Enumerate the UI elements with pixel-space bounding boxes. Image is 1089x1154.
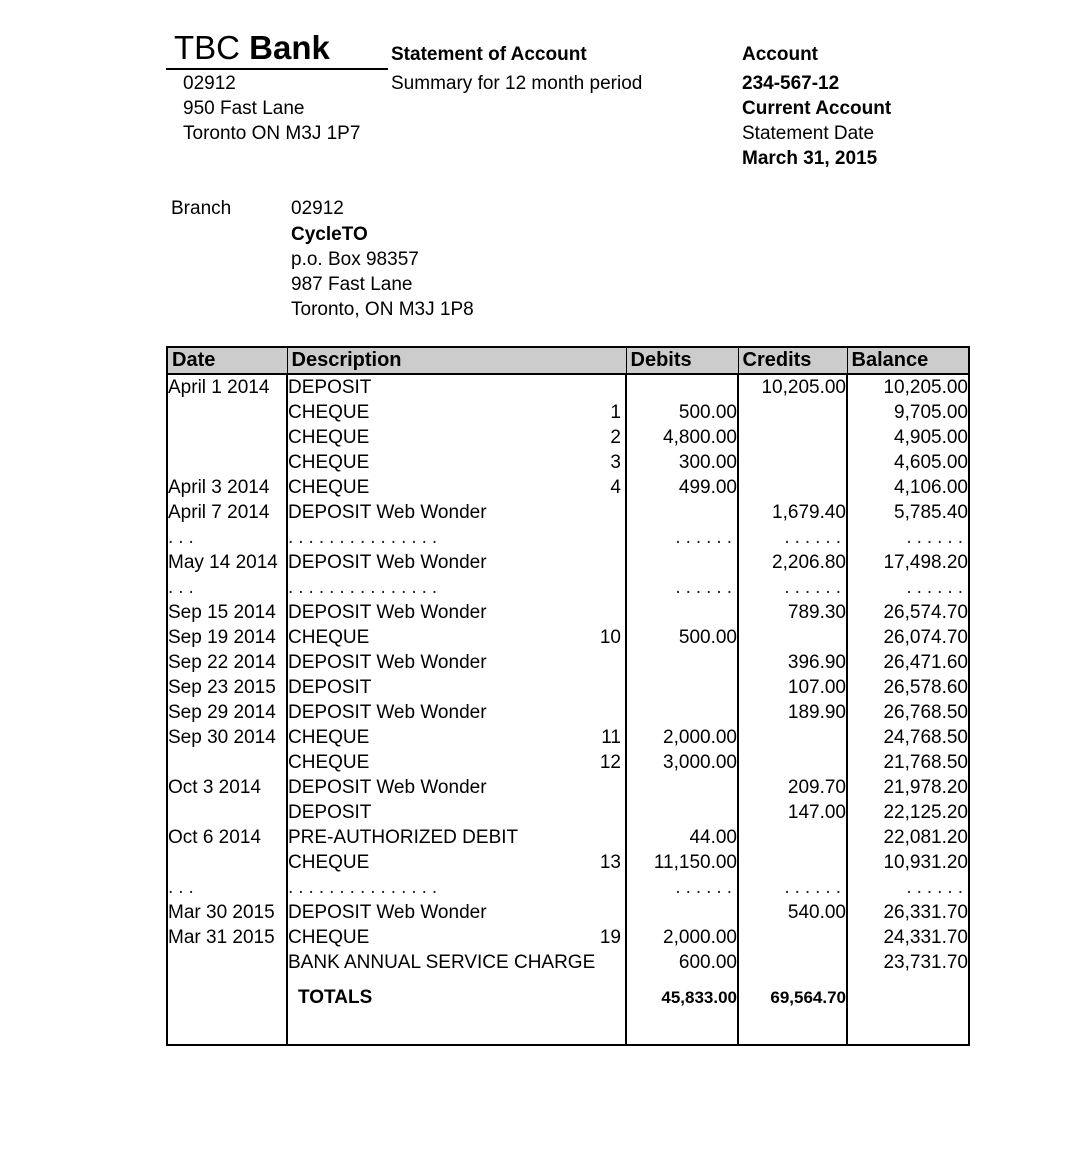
credit-cell: 147.00 [738,800,847,825]
description-cell [287,800,626,825]
branch-name: CycleTO [291,224,368,245]
description-cell [287,725,626,750]
debit-cell: 2,000.00 [626,925,738,950]
date-cell [167,950,287,975]
cheque-number: 13 [599,852,621,873]
table-row [167,950,969,975]
description-cell [287,850,626,875]
table-row [167,625,969,650]
debit-cell [626,800,738,825]
balance-cell: 9,705.00 [847,400,969,425]
total-debits: 45,833.00 [626,975,738,1019]
date-cell: April 7 2014 [167,500,287,525]
description-text: CHEQUE [288,627,370,648]
credit-cell: 789.30 [738,600,847,625]
debit-cell: 3,000.00 [626,750,738,775]
header-balance: Balance [847,347,969,374]
description-cell [287,550,626,575]
debit-cell: 600.00 [626,950,738,975]
description-cell [287,775,626,800]
table-row [167,500,969,525]
bank-logo [174,28,330,68]
table-row [167,600,969,625]
balance-cell: 22,081.20 [847,825,969,850]
debit-cell: 44.00 [626,825,738,850]
credit-cell: 189.90 [738,700,847,725]
date-cell [167,450,287,475]
date-cell: Oct 3 2014 [167,775,287,800]
date-cell [167,975,287,1019]
description-text: CHEQUE [288,477,370,498]
description-text: DEPOSIT Web Wonder [288,777,487,798]
description-cell [287,400,626,425]
cheque-number: 12 [599,752,621,773]
description-text: CHEQUE [288,402,370,423]
ellipsis-row [167,875,969,900]
credit-cell [738,425,847,450]
description-text: DEPOSIT [288,677,372,698]
date-cell [167,750,287,775]
credit-cell [738,925,847,950]
date-cell [167,400,287,425]
branch-label: Branch [171,198,232,219]
balance-cell: 4,106.00 [847,475,969,500]
date-cell: Mar 31 2015 [167,925,287,950]
debit-cell [626,900,738,925]
description-cell: ............... [287,875,626,900]
date-cell: Sep 22 2014 [167,650,287,675]
credit-cell: 10,205.00 [738,374,847,400]
debit-cell: ...... [626,575,738,600]
debit-cell: ...... [626,875,738,900]
balance-cell: 21,978.20 [847,775,969,800]
totals-row [167,975,969,1019]
balance-cell: 26,574.70 [847,600,969,625]
table-row [167,400,969,425]
bank-address-line: 02912 [183,73,236,94]
balance-cell: 10,205.00 [847,374,969,400]
description-cell [287,825,626,850]
ellipsis-row [167,525,969,550]
account-label: Account [742,44,818,65]
description-text: CHEQUE [288,452,370,473]
branch-address-line: Toronto, ON M3J 1P8 [291,299,474,320]
description-cell [287,475,626,500]
credit-cell [738,450,847,475]
balance-cell: 4,605.00 [847,450,969,475]
totals-label: TOTALS [287,975,626,1019]
description-text: DEPOSIT Web Wonder [288,502,487,523]
debit-cell: 499.00 [626,475,738,500]
description-cell [287,500,626,525]
table-row [167,700,969,725]
cheque-number: 1 [610,402,621,423]
table-row [167,450,969,475]
cheque-number: 4 [610,477,621,498]
debit-cell [626,775,738,800]
table-header-row [167,347,969,374]
date-cell: Mar 30 2015 [167,900,287,925]
table-row [167,425,969,450]
date-cell: ... [167,875,287,900]
debit-cell [626,500,738,525]
description-cell [287,925,626,950]
debit-cell [626,675,738,700]
credit-cell: 396.90 [738,650,847,675]
credit-cell [738,950,847,975]
debit-cell [626,600,738,625]
bank-address-line: 950 Fast Lane [183,98,305,119]
balance-cell: 4,905.00 [847,425,969,450]
description-cell [287,950,626,975]
balance-cell: 5,785.40 [847,500,969,525]
date-cell: ... [167,525,287,550]
balance-cell: 26,074.70 [847,625,969,650]
description-cell [287,600,626,625]
description-text: CHEQUE [288,927,370,948]
date-cell: April 1 2014 [167,374,287,400]
balance-cell: 26,331.70 [847,900,969,925]
ellipsis-row [167,575,969,600]
bank-name-regular: TBC [174,29,250,66]
description-text: DEPOSIT Web Wonder [288,902,487,923]
date-cell: April 3 2014 [167,475,287,500]
cheque-number: 10 [599,627,621,648]
balance-cell [847,975,969,1019]
logo-underline [166,68,388,70]
credit-cell: 107.00 [738,675,847,700]
description-cell [287,450,626,475]
statement-date: March 31, 2015 [742,148,878,169]
description-text: DEPOSIT Web Wonder [288,602,487,623]
date-cell: Oct 6 2014 [167,825,287,850]
branch-code: 02912 [291,198,344,219]
table-row [167,775,969,800]
credit-cell [738,725,847,750]
credit-cell: ...... [738,875,847,900]
account-type: Current Account [742,98,892,119]
table-row [167,850,969,875]
filler-row [167,1019,969,1045]
debit-cell [626,374,738,400]
description-text: PRE-AUTHORIZED DEBIT [288,827,519,848]
header-description: Description [287,347,626,374]
description-text: DEPOSIT Web Wonder [288,552,487,573]
balance-cell: 26,768.50 [847,700,969,725]
debit-cell: ...... [626,525,738,550]
debit-cell: 4,800.00 [626,425,738,450]
credit-cell [738,475,847,500]
description-cell [287,374,626,400]
table-row [167,825,969,850]
table-row [167,550,969,575]
header-debits: Debits [626,347,738,374]
credit-cell [738,400,847,425]
header-credits: Credits [738,347,847,374]
description-text: CHEQUE [288,727,370,748]
balance-cell: 24,768.50 [847,725,969,750]
balance-cell: ...... [847,875,969,900]
date-cell: Sep 30 2014 [167,725,287,750]
account-number: 234-567-12 [742,73,840,94]
balance-cell: ...... [847,525,969,550]
description-cell: ............... [287,525,626,550]
debit-cell [626,550,738,575]
total-credits: 69,564.70 [738,975,847,1019]
debit-cell: 2,000.00 [626,725,738,750]
date-cell: ... [167,575,287,600]
cheque-number: 19 [599,927,621,948]
bank-name-bold: Bank [249,29,330,66]
credit-cell: 2,206.80 [738,550,847,575]
branch-address-line: 987 Fast Lane [291,274,413,295]
description-cell: ............... [287,575,626,600]
table-row [167,675,969,700]
date-cell: Sep 29 2014 [167,700,287,725]
balance-cell: 26,471.60 [847,650,969,675]
statement-title: Statement of Account [391,44,587,65]
filler-cell [287,1019,626,1045]
credit-cell [738,625,847,650]
statement-date-label: Statement Date [742,123,875,144]
description-cell [287,650,626,675]
balance-cell: 26,578.60 [847,675,969,700]
credit-cell [738,850,847,875]
balance-cell: 23,731.70 [847,950,969,975]
balance-cell: 22,125.20 [847,800,969,825]
bank-address-line: Toronto ON M3J 1P7 [183,123,361,144]
debit-cell: 500.00 [626,625,738,650]
transactions-table [166,346,970,1046]
debit-cell [626,650,738,675]
debit-cell: 11,150.00 [626,850,738,875]
table-row [167,475,969,500]
balance-cell: ...... [847,575,969,600]
credit-cell: ...... [738,575,847,600]
date-cell [167,850,287,875]
debit-cell [626,700,738,725]
credit-cell: 1,679.40 [738,500,847,525]
description-text: CHEQUE [288,427,370,448]
date-cell [167,425,287,450]
date-cell: Sep 19 2014 [167,625,287,650]
statement-subtitle: Summary for 12 month period [391,73,643,94]
credit-cell [738,825,847,850]
filler-cell [167,1019,287,1045]
table-row [167,725,969,750]
description-cell [287,675,626,700]
description-text: BANK ANNUAL SERVICE CHARGE [288,952,596,973]
debit-cell: 500.00 [626,400,738,425]
cheque-number: 2 [610,427,621,448]
credit-cell: ...... [738,525,847,550]
date-cell: May 14 2014 [167,550,287,575]
balance-cell: 24,331.70 [847,925,969,950]
balance-cell: 10,931.20 [847,850,969,875]
date-cell: Sep 23 2015 [167,675,287,700]
date-cell: Sep 15 2014 [167,600,287,625]
description-cell [287,425,626,450]
filler-cell [847,1019,969,1045]
description-cell [287,700,626,725]
table-row [167,650,969,675]
table-row [167,925,969,950]
date-cell [167,800,287,825]
branch-address-line: p.o. Box 98357 [291,249,419,270]
description-cell [287,625,626,650]
balance-cell: 21,768.50 [847,750,969,775]
description-text: CHEQUE [288,852,370,873]
cheque-number: 3 [610,452,621,473]
description-text: DEPOSIT [288,802,372,823]
table-body [167,374,969,1045]
header-date: Date [167,347,287,374]
description-text: CHEQUE [288,752,370,773]
filler-cell [738,1019,847,1045]
debit-cell: 300.00 [626,450,738,475]
description-text: DEPOSIT [288,377,372,398]
description-text: DEPOSIT Web Wonder [288,652,487,673]
credit-cell: 209.70 [738,775,847,800]
table-row [167,800,969,825]
credit-cell: 540.00 [738,900,847,925]
credit-cell [738,750,847,775]
balance-cell: 17,498.20 [847,550,969,575]
table-row [167,374,969,400]
description-cell [287,900,626,925]
cheque-number: 11 [601,727,621,748]
filler-cell [626,1019,738,1045]
table-row [167,900,969,925]
description-cell [287,750,626,775]
description-text: DEPOSIT Web Wonder [288,702,487,723]
table-row [167,750,969,775]
